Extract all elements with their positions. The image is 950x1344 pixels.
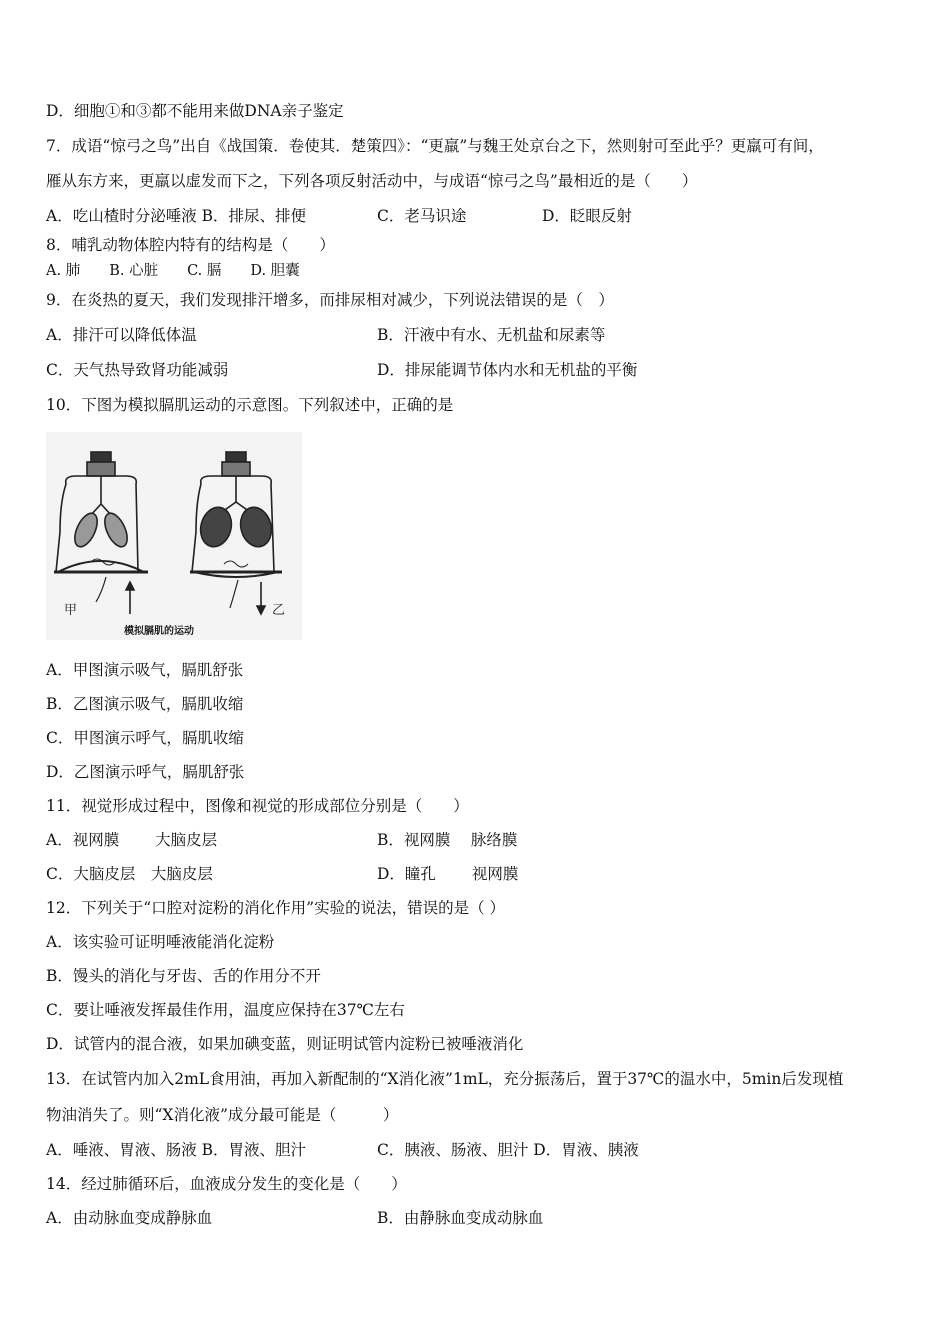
- q14-stem: 14．经过肺循环后，血液成分发生的变化是（ ）: [46, 1175, 407, 1193]
- q13-stem-line1: 13．在试管内加入2mL食用油，再加入新配制的“X消化液”1mL，充分振荡后，置于37℃的温水中，5min后发现植: [46, 1070, 844, 1088]
- q7-option-d: D．眨眼反射: [542, 207, 632, 225]
- q11-option-a: A．视网膜 大脑皮层: [46, 831, 218, 849]
- q9-stem: 9．在炎热的夏天，我们发现排汗增多，而排尿相对减少，下列说法错误的是（ ）: [46, 291, 614, 309]
- q12-stem: 12．下列关于“口腔对淀粉的消化作用”实验的说法，错误的是（ ）: [46, 899, 506, 917]
- figure-label-left: 甲: [64, 603, 78, 618]
- q14-option-a: A．由动脉血变成静脉血: [46, 1209, 213, 1227]
- q14-option-b: B．由静脉血变成动脉血: [377, 1209, 544, 1227]
- figure-caption: 模拟膈肌的运动: [124, 626, 194, 637]
- q11-stem: 11．视觉形成过程中，图像和视觉的形成部位分别是（ ）: [46, 797, 469, 815]
- q10-stem: 10．下图为模拟膈肌运动的示意图。下列叙述中，正确的是: [46, 396, 454, 414]
- q13-option-ab: A．唾液、胃液、肠液 B．胃液、胆汁: [46, 1141, 307, 1159]
- q9-option-b: B．汗液中有水、无机盐和尿素等: [377, 326, 606, 344]
- q8-stem: 8．哺乳动物体腔内特有的结构是（ ）: [46, 236, 335, 254]
- q12-option-b: B．馒头的消化与牙齿、舌的作用分不开: [46, 967, 321, 985]
- q9-option-c: C．天气热导致肾功能减弱: [46, 361, 229, 379]
- q12-option-d: D．试管内的混合液，如果加碘变蓝，则证明试管内淀粉已被唾液消化: [46, 1035, 524, 1053]
- q12-option-a: A．该实验可证明唾液能消化淀粉: [46, 933, 275, 951]
- q7-stem-line2: 雁从东方来，更羸以虚发而下之，下列各项反射活动中，与成语“惊弓之鸟”最相近的是（ ）: [46, 172, 698, 190]
- figure-label-right: 乙: [272, 603, 286, 618]
- q8-options: A. 肺 B. 心脏 C. 膈 D. 胆囊: [46, 263, 300, 279]
- q7-option-c: C．老马识途: [377, 207, 467, 225]
- q10-option-d: D．乙图演示呼气，膈肌舒张: [46, 763, 245, 781]
- q11-option-d: D．瞳孔 视网膜: [377, 865, 519, 883]
- q13-stem-line2: 物油消失了。则“X消化液”成分最可能是（ ）: [46, 1106, 399, 1124]
- q11-option-c: C．大脑皮层 大脑皮层: [46, 865, 213, 883]
- q10-option-c: C．甲图演示呼气，膈肌收缩: [46, 729, 244, 747]
- q10-option-b: B．乙图演示吸气，膈肌收缩: [46, 695, 244, 713]
- q7-option-ab: A．吃山楂时分泌唾液 B．排尿、排便: [46, 207, 307, 225]
- q6-option-d: D．细胞①和③都不能用来做DNA亲子鉴定: [46, 102, 344, 120]
- q11-option-b: B．视网膜 脉络膜: [377, 831, 518, 849]
- q12-option-c: C．要让唾液发挥最佳作用，温度应保持在37℃左右: [46, 1001, 405, 1019]
- q10-option-a: A．甲图演示吸气，膈肌舒张: [46, 661, 244, 679]
- diaphragm-model-diagram: [46, 432, 302, 640]
- q9-option-a: A．排汗可以降低体温: [46, 326, 197, 344]
- diaphragm-model-figure: [46, 432, 302, 640]
- q7-stem-line1: 7．成语“惊弓之鸟”出自《战国策．卷使其．楚策四》：“更羸”与魏王处京台之下，然则射可至此乎？更羸可有间，: [46, 137, 824, 155]
- q13-option-cd: C．胰液、肠液、胆汁 D．胃液、胰液: [377, 1141, 639, 1159]
- q9-option-d: D．排尿能调节体内水和无机盐的平衡: [377, 361, 638, 379]
